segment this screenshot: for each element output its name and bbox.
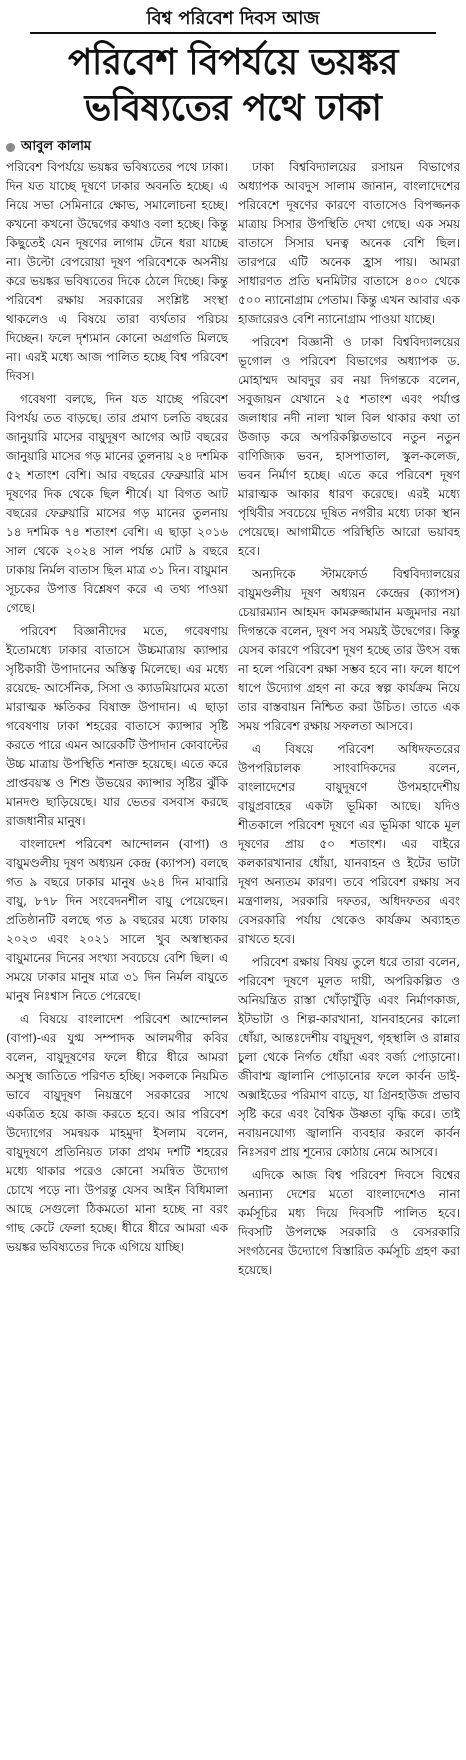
paragraph: ঢাকা বিশ্ববিদ্যালয়ের রসায়ন বিভাগের অধ্যাপক আবদুস সালাম জানান, বাংলাদেশের পরিবেশে দূষণের কারণে বাতাসেও বিপজ্জনক মাত্রায় সিসার উপস্থিতি দেখা গেছে। এক সময় বাতাসে সিসার ঘনত্ব অনেক বেশি ছিল। তারপরে এটি অনেক হ্রাস পায়। আমরা সাধারণত প্রতি ঘনমিটার বাতাসে ৪০০ থেকে ৫০০ ন্যানোগ্রাম পেতাম। কিন্তু এখন আবার এক হাজারেরও বেশি ন্যানোগ্রাম পাওয়া যাচ্ছে। [238,160,460,326]
paragraph: অন্যদিকে স্টামফোর্ড বিশ্ববিদ্যালয়ের বায়ুমণ্ডলীয় দূষণ অধ্যয়ন কেন্দ্রের (ক্যাপস) চেয়ারম্যান আহমদ কামরুজ্জামান মজুমদার নয়া দিগন্তকে বলেন, দূষণ সব সময়ই উদ্বেগের। কিন্তু যেসব কারণে পরিবেশ দূষণ হচ্ছে তার উৎস বন্ধ না হলে পরিবেশ রক্ষা সম্ভব হবে না। ফলে ধাপে ধাপে উদ্যোগ গ্রহণ না করে স্বল্প কার্যক্রম নিয়ে তার বাস্তবায়ন নিশ্চিত করা উচিত। তাতে এক সময় পরিবেশ রক্ষায় সফলতা আসবে। [238,567,460,733]
kicker-rule [30,32,436,34]
kicker-line: বিশ্ব পরিবেশ দিবস আজ [146,8,320,29]
paragraph: পরিবেশ বিজ্ঞানীদের মতে, গবেষণায় ইতোমধ্যে ঢাকার বাতাসে উচ্চমাত্রায় ক্যান্সার সৃষ্টিকারী উপাদানের অস্তিত্ব মিলেছে। এর মধ্যে রয়েছে- আর্সেনিক, সিসা ও ক্যাডমিয়ামের মতো মারাত্মক ক্ষতিকর বিষাক্ত উপাদান। এ ছাড়া গবেষণায় ঢাকা শহরের বাতাসে ক্যান্সার সৃষ্টি করতে পারে এমন আরেকটি উপাদান কোবাল্টের উচ্চ মাত্রায় উপস্থিতি শনাক্ত হয়েছে। এতে করে প্রাপ্তবয়স্ক ও শিশু উভয়ের ক্যান্সার সৃষ্টির ঝুঁকি মানদণ্ড ছাড়িয়েছে। যার ভেতর বসবাস করছে রাজধানীর মানুষ। [6,624,228,828]
paragraph: এ বিষয়ে পরিবেশ অধিদফতরের উপপরিচালক সাংবাদিকদের বলেন, বাংলাদেশের বায়ুদূষণে উপমহাদেশীয় বায়ুপ্রবাহের একটা ভূমিকা আছে। যদিও শীতকালে পরিবেশ দূষণে এর ভূমিকা থাকে মূল দূষণের প্রায় ৫০ শতাংশ। এর বাইরে কলকারখানার ধোঁয়া, যানবাহন ও ইটের ভাটা দূষণ অন্যতম কারণ। তবে পরিবেশ রক্ষায় সব মন্ত্রণালয়, সরকারি দফতর, অধিদফতর এবং বেসরকারি পর্যায় থেকেও কার্যক্রম অব্যাহত রাখতে হবে। [238,742,460,946]
headline: পরিবেশ বিপর্যয়ে ভয়ঙ্কর ভবিষ্যতের পথে ঢাকা [68,42,398,129]
paragraph: বাংলাদেশ পরিবেশ আন্দোলন (বাপা) ও বায়ুমণ্ডলীয় দূষণ অধ্যয়ন কেন্দ্র (ক্যাপস) বলছে গত ৯ বছরে ঢাকার মানুষ ৬২৪ দিন মাঝারি বায়ু, ৮৭৮ দিন সংবেদনশীল বায়ু পেয়েছেন। প্রতিষ্ঠানটি বলছে গত ৯ বছরের মধ্যে ঢাকায় ২০২৩ এবং ২০২১ সালে খুব অস্বাস্থ্যকর বায়ুমানের দিনের সংখ্যা সবচেয়ে বেশি ছিল। এ সময়ে ঢাকার মানুষ মাত্র ৩১ দিন নির্মল বায়ুতে মানুষ নিঃশ্বাস নিতে পেরেছে। [6,837,228,1003]
paragraph: এ বিষয়ে বাংলাদেশ পরিবেশ আন্দোলন (বাপা)-এর যুগ্ম সম্পাদক আলমগীর কবির বলেন, বায়ুদূষণের ফলে ধীরে ধীরে আমরা অসুস্থ জাতিতে পরিণত হচ্ছি। সকলকে নিয়মিত ভাবে বায়ুদূষণ নিয়ন্ত্রণে সরকারের সাথে একত্রিত হয়ে কাজ করতে হবে। আর পরিবেশ উদ্যোগের সমন্বয়ক মাহমুদা ইসলাম বলেন, বায়ুদূষণে প্রতিনিয়ত ঢাকা প্রথম দশটি শহরের মধ্যে থাকার পরেও কোনো সমন্বিত উদ্যোগ চোখে পড়ে না। উপরন্তু যেসব আইন বিধিমালা আছে সেগুলো ঠিকমতো মানা হচ্ছে না বরং গাছ কেটে ফেলা হচ্ছে। ধীরে ধীরে আমরা এক ভয়ঙ্কর ভবিষ্যতের দিকে এগিয়ে যাচ্ছি। [6,1012,228,1254]
byline [6,138,460,156]
paragraph: গবেষণা বলছে, দিন যত যাচ্ছে পরিবেশ বিপর্যয় তত বাড়ছে। তার প্রমাণ চলতি বছরের জানুয়ারি মাসের বায়ুদূষণ আগের আট বছরের জানুয়ারি মাসের গড় মানের তুলনায় ২৪ দশমিক ৫২ শতাংশ বেশি। আর বছরের ফেব্রুয়ারি মাস দূষণের দিক থেকে ছিল শীর্ষে। যা বিগত আট বছরের ফেব্রুয়ারি মাসের গড় মানের তুলনায় ১৪ দশমিক ৭৪ শতাংশ বেশি। এ ছাড়া ২০১৬ সাল থেকে ২০২৪ সাল পর্যন্ত মোট ৯ বছরে ঢাকায় নির্মল বাতাস ছিল মাত্র ৩১ দিন। বায়ুমান সূচকের উপাত্ত বিশ্লেষণ করে এ তথ্য পাওয়া গেছে। [6,392,228,615]
left-column [6,158,228,1748]
article-body [6,158,460,1748]
paragraph: পরিবেশ বিজ্ঞানী ও ঢাকা বিশ্ববিদ্যালয়ের ভূগোল ও পরিবেশ বিভাগের অধ্যাপক ড. মোহাম্মদ আবদুর রব নয়া দিগন্তকে বলেন, সবুজায়ন যেখানে ২৫ শতাংশ এবং পর্যাপ্ত জলাধার নদী নালা খাল বিল থাকার কথা তা উজাড় করে অপরিকল্পিতভাবে নতুন নতুন বাণিজ্যিক ভবন, হাসপাতাল, স্কুল-কলেজ, ভবন নির্মাণ হচ্ছে। এতে করে পরিবেশ দূষণ মারাত্মক আকার ধারণ করেছে। এরই মধ্যে পৃথিবীর সবচেয়ে দূষিত নগরীর মধ্যে ঢাকা স্থান পেয়েছে। আগামীতে পরিস্থিতি আরো ভয়াবহ হবে। [238,335,460,558]
paragraph: পরিবেশ বিপর্যয়ে ভয়ঙ্কর ভবিষ্যতের পথে ঢাকা। দিন যত যাচ্ছে দূষণে ঢাকার অবনতি হচ্ছে। এ নিয়ে সভা সেমিনারে ক্ষোভ, সমালোচনা হচ্ছে। কখনো কখনো উদ্বেগের কথাও বলা হচ্ছে। কিন্তু কিছুতেই যেন দূষণের লাগাম টেনে ধরা যাচ্ছে না। উল্টো বেপরোয়া দূষণ পরিবেশকে অসনীয় করে ভয়ঙ্কর ভবিষ্যতের দিকে ঠেলে দিচ্ছে। কিন্তু পরিবেশ রক্ষায় সরকারের সংশ্লিষ্ট সংস্থা থাকলেও এ বিষয়ে তারা ব্যর্থতার পরিচয় দিচ্ছেন। ফলে দৃশ্যমান কোনো অগ্রগতি মিলছে না। এরই মধ্যে আজ পালিত হচ্ছে বিশ্ব পরিবেশ দিবস। [6,160,228,383]
bullet-icon [6,143,15,152]
paragraph: এদিকে আজ বিশ্ব পরিবেশ দিবসে বিশ্বের অন্যান্য দেশের মতো বাংলাদেশেও নানা কর্মসূচির মধ্য দিয়ে দিবসটি পালিত হবে। দিবসটি উপলক্ষে সরকারি ও বেসরকারি সংগঠনের উদ্যোগে বিস্তারিত কর্মসূচি গ্রহণ করা হয়েছে। [238,1168,460,1277]
byline-author: আবুল কালাম [21,139,92,154]
paragraph: পরিবেশ রক্ষায় বিষয় তুলে ধরে তারা বলেন, পরিবেশ দূষণে মূলত দায়ী, অপরিকল্পিত ও অনিয়ন্ত্রিত রাস্তা খোঁড়াখুঁড়ি এবং নির্মাণকাজ, ইটভাটা ও শিল্প-কারখানা, যানবাহনের কালো ধোঁয়া, আন্তঃদেশীয় বায়ুদূষণ, গৃহস্থালি ও রান্নার চুলা থেকে নির্গত ধোঁয়া এবং বর্জ্য পোড়ানো। জীবাশ্ম জ্বালানি পোড়ানোর ফলে কার্বন ডাই-অক্সাইডের পরিমাণ বাড়ে, যা গ্রিনহাউজ প্রভাব সৃষ্টি করে এবং বৈশ্বিক উষ্ণতা বৃদ্ধি করে। তাই নবায়নযোগ্য জ্বালানি ব্যবহার করলে কার্বন নিঃসরণ প্রায় শূন্যের কোঠায় নেমে আসবে। [238,955,460,1159]
right-column [238,158,460,1748]
